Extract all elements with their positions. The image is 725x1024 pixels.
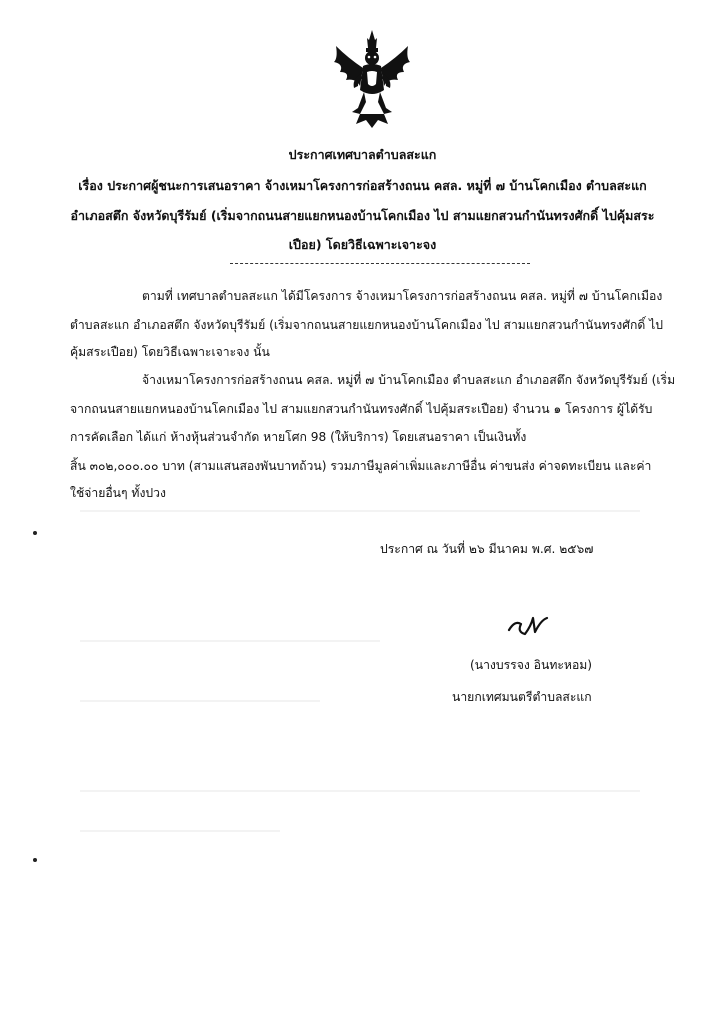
signatory-position: นายกเทศมนตรีตำบลสะแก — [452, 690, 592, 704]
subject-line-2: อำเภอสตึก จังหวัดบุรีรัมย์ (เริ่มจากถนนสายแยกหนองบ้านโคกเมือง ไป สามแยกสวนกำนันทรงศักดิ์ ไปคุ้มสระ — [70, 208, 655, 223]
paragraph-1-line-1: ตามที่ เทศบาลตำบลสะแก ได้มีโครงการ จ้างเหมาโครงการก่อสร้างถนน คสล. หมู่ที่ ๗ บ้านโคกเมือง — [142, 289, 663, 303]
signatory-name: (นางบรรจง อินทะหอม) — [470, 658, 593, 672]
announcement-date: ประกาศ ณ วันที่ ๒๖ มีนาคม พ.ศ. ๒๕๖๗ — [380, 542, 594, 556]
bleed-through-line — [80, 700, 320, 702]
document-title: ประกาศเทศบาลตำบลสะแก — [288, 147, 437, 162]
subject-line-1: เรื่อง ประกาศผู้ชนะการเสนอราคา จ้างเหมาโครงการก่อสร้างถนน คสล. หมู่ที่ ๗ บ้านโคกเมือง ตำบลสะแก — [78, 178, 647, 193]
paragraph-2-line-5: ใช้จ่ายอื่นๆ ทั้งปวง — [70, 486, 166, 500]
bleed-through-line — [80, 510, 640, 512]
bleed-through-line — [80, 830, 280, 832]
paragraph-1-line-3: คุ้มสระเปือย) โดยวิธีเฉพาะเจาะจง นั้น — [70, 345, 270, 359]
signature-mark — [505, 612, 551, 638]
bleed-through-line — [80, 640, 380, 642]
scan-dot — [33, 531, 37, 535]
paragraph-2-line-1: จ้างเหมาโครงการก่อสร้างถนน คสล. หมู่ที่ ๗ บ้านโคกเมือง ตำบลสะแก อำเภอสตึก จังหวัดบุรีรัมย์ (เริ่ม — [142, 373, 676, 387]
paragraph-1-line-2: ตำบลสะแก อำเภอสตึก จังหวัดบุรีรัมย์ (เริ่มจากถนนสายแยกหนองบ้านโคกเมือง ไป สามแยกสวนกำนันทรงศักดิ์ ไป — [70, 318, 664, 332]
paragraph-2-line-2: จากถนนสายแยกหนองบ้านโคกเมือง ไป สามแยกสวนกำนันทรงศักดิ์ ไปคุ้มสระเปือย) จำนวน ๑ โครงการ ผู้ได้รับ — [70, 402, 653, 416]
subject-line-3: เปือย) โดยวิธีเฉพาะเจาะจง — [288, 237, 437, 252]
paragraph-2-line-3: การคัดเลือก ได้แก่ ห้างหุ้นส่วนจำกัด หายโศก 98 (ให้บริการ) โดยเสนอราคา เป็นเงินทั้ง — [70, 430, 527, 444]
scan-dot — [33, 858, 37, 862]
bleed-through-line — [80, 790, 640, 792]
garuda-emblem — [330, 28, 414, 132]
title-divider — [230, 263, 530, 264]
paragraph-2-line-4: สิ้น ๓๐๒,๐๐๐.๐๐ บาท (สามแสนสองพันบาทถ้วน) รวมภาษีมูลค่าเพิ่มและภาษีอื่น ค่าขนส่ง ค่าจดทะเบียน และค่า — [70, 459, 652, 473]
